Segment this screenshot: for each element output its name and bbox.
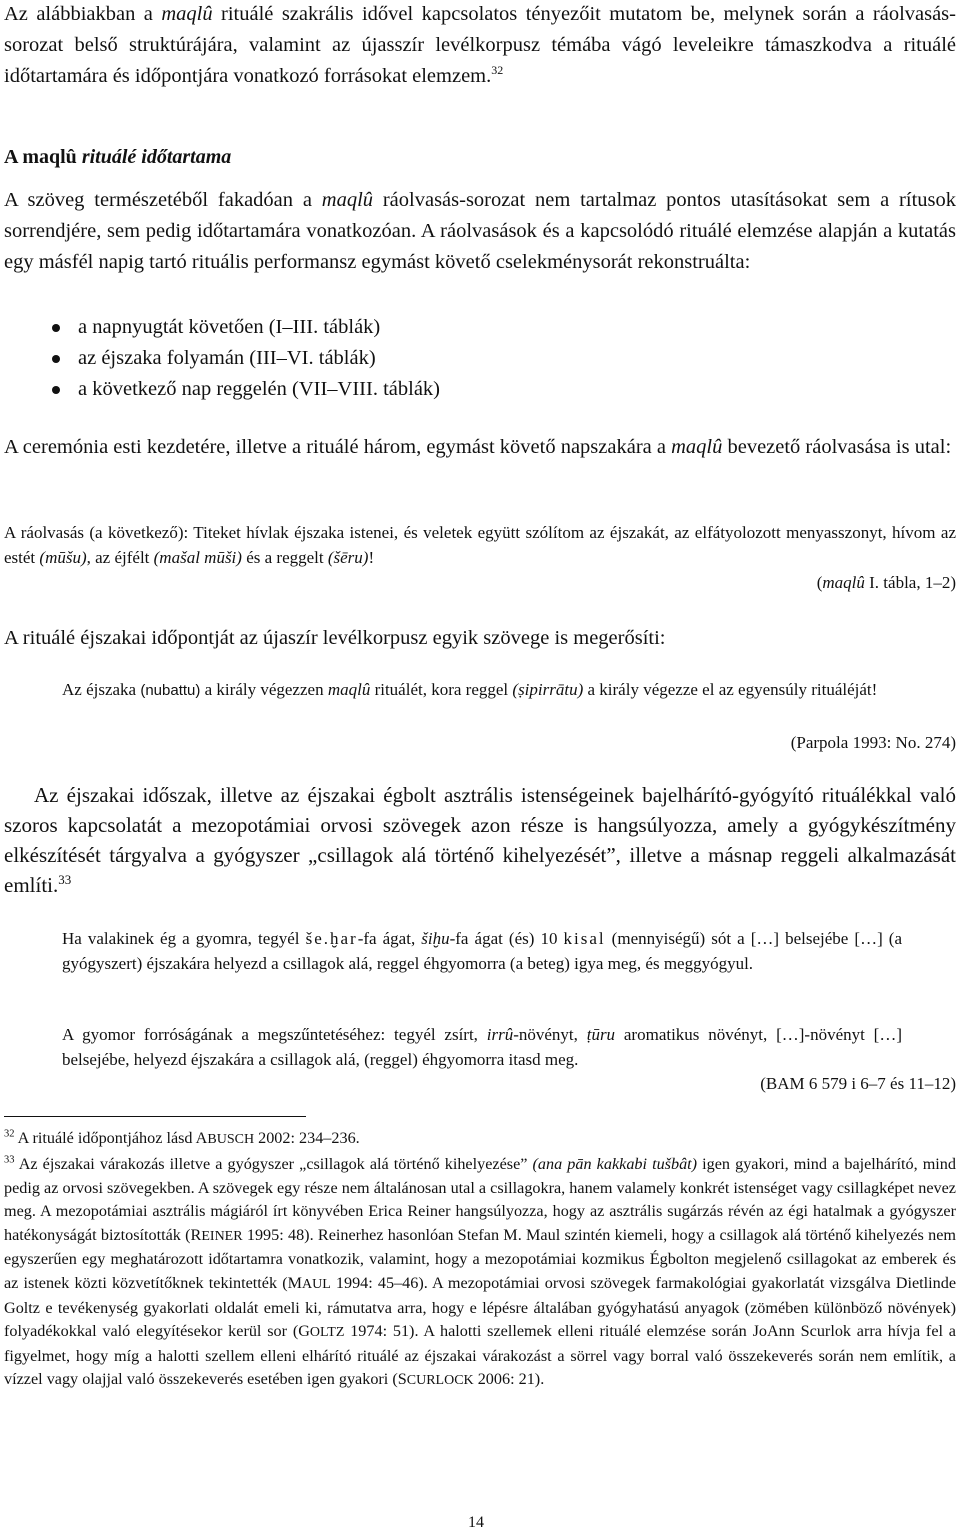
bullet-icon [52,386,60,394]
ritual-phases-list [4,312,956,405]
bullet-icon [52,355,60,363]
confirmation-paragraph: A rituálé éjszakai időpontját az újaszír levélkorpusz egyik szövege is megerősíti: [4,627,666,649]
quote-block-2 [62,677,902,703]
footnote-separator [4,1116,306,1117]
bullet-icon [52,324,60,332]
duration-paragraph: A szöveg természetéből fakadóan a maqlû ráolvasás-sorozat nem tartalmaz pontos utasításokat sem a rítusok sorrendjére, sem pedig időtartamára vonatkozóan. A ráolvasások és a kapcsolódó rituálé elemzése alapján a kutatás egy másfél napig tartó rituális performansz egymást követő cselekménysorát rekonstruálta: [4,189,956,273]
page-number: 14 [468,1514,484,1531]
footnote-ref-33[interactable]: 33 [58,872,72,887]
footnote-33: $^{33}$ Az éjszakai várakozás illetve a gyógyszer „csillagok alá történő kihelyezése” (ana pān kakkabi tušbât) igen gyakori, mind a bajelhárító, mind pedig az orvosi szövegekben. A szövegek egy része nem általánosan utal a csillagokra, hanem valamely konkrét istenséget vagy csillagképet nevez meg. A mezopotámiai asztrális mágiáról írt könyvében Erica Reiner hangsúlyozza, hogy az asztrális sugárzás révén az égi hatalmak a gyógyszer hatékonyságát biztosították (REINER 1995: 48). Reinerhez hasonlóan Stefan M. Maul szintén kiemeli, hogy a csillagok alá történő kihelyezés nem egyszerűen egy meghatározott időtartamra vonatkozik, valamint, hogy a mezopotámiai kozmikus Égbolton megjelenő csillagokat az emberek és az istenek közti közvetítőknek tekintették (MAUL 1994: 45–46). A mezopotámiai orvosi szövegek farmakológiai gyakorlatát vizsgálva Dietlinde Goltz e tevékenység gyakorlati oldalát emeli ki, rámutatva arra, hogy e lépésre általában gyógyhatású anyagok (zömében különböző növények) folyadékokkal való elegyítésekor kerül sor (GOLTZ 1974: 51). A halotti szellemek elleni rituálé elemzése során JoAnn Scurlok arra hívja fel a figyelmet, hogy míg a halotti szellem elleni elhárító rituálé az éjszakai várakozást a sörrel vagy borral való összekeverés során nem említik, a vízzel vagy olajjal való összekeverés esetében igen gyakori (SCURLOCK 2006: 21). [4,1154,957,1389]
quote-source: (BAM 6 579 i 6–7 és 11–12) [760,1074,956,1093]
list-item: az éjszaka folyamán (III–VI. táblák) [4,343,956,374]
footnote-ref-32[interactable]: 32 [491,63,504,78]
quote-block-4 [62,1022,902,1072]
intro-paragraph: Az alábbiakban a maqlû rituálé szakrális idővel kapcsolatos tényezőit mutatom be, melynek során a ráolvasás-sorozat belső struktúrájára, valamint az újasszír levélkorpusz témába vágó leveleikre támaszkodva a rituálé időtartamára és időpontjára vonatkozó forrásokat elemzem.$^{32}$ [4,3,956,87]
quote-source: (maqlû I. tábla, 1–2) [816,573,956,592]
list-item: a napnyugtát követően (I–III. táblák) [4,312,956,343]
footnote-32: $^{32}$ A rituálé időpontjához lásd ABUSCH 2002: 234–236. [4,1128,360,1147]
quote-text: Az éjszaka (nubattu) a király végezzen maqlû rituálét, kora reggel (ṣipirrātu) a király végezze el az egyensúly rituáléját! [62,680,878,699]
quote-text: Ha valakinek ég a gyomra, tegyél še.ḫar-fa ágat, šiḫu-fa ágat (és) 10 kisal (mennyiségű) sót a […] belsejébe […] (a gyógyszert) éjszakára helyezd a csillagok alá, reggel éhgyomorra (a beteg) igya meg, és meggyógyul. [62,929,902,973]
quote-source: (Parpola 1993: No. 274) [790,733,956,752]
quote-text: A gyomor forróságának a megszűntetéséhez: tegyél zsírt, irrû-növényt, ṭūru aromatikus növényt, […]-növényt […] belsejébe, helyezd éjszakára a csillagok alá, (reggel) éhgyomorra itasd meg. [62,1025,902,1069]
ceremony-paragraph: A ceremónia esti kezdetére, illetve a rituálé három, egymást követő napszakára a maqlû bevezető ráolvasása is utal: [4,436,952,458]
quote-text: A ráolvasás (a következő): Titeket hívlak éjszaka istenei, és veletek együtt szólítom az éjszakát, az elfátyolozott menyasszonyt, hívom az estét (mūšu), az éjfélt (mašal mūši) és a reggelt (šēru)! [4,523,956,567]
list-item: a következő nap reggelén (VII–VIII. táblák) [4,374,956,405]
quote-block-1 [4,520,956,595]
section-heading: A maqlû rituálé időtartama [4,146,232,168]
night-paragraph: Az éjszakai időszak, illetve az éjszakai égbolt asztrális istenségeinek bajelhárító-gyógyító rituálékkal való szoros kapcsolatát a mezopotámiai orvosi szövegek azon része is hangsúlyozza, amely a gyógykészítmény elkészítését tárgyalva a gyógyszer „csillagok alá történő kihelyezését”, illetve a másnap reggeli alkalmazását említi.$^{33}$ [4,783,956,897]
quote-block-3 [62,926,902,976]
